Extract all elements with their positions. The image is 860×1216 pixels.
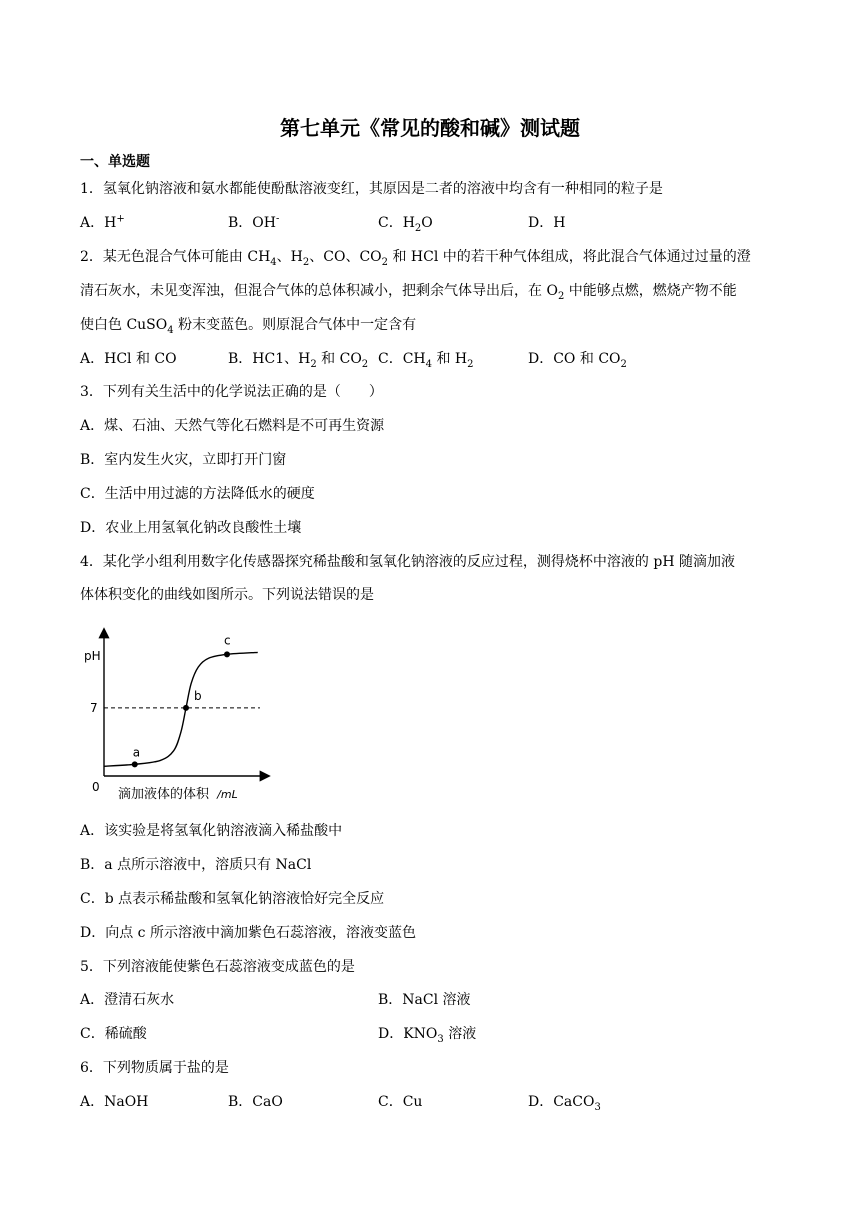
point-a xyxy=(132,761,138,767)
q6-option-c: C．Cu xyxy=(378,1094,423,1110)
q4-option-d: D．向点 c 所示溶液中滴加紫色石蕊溶液，溶液变蓝色 xyxy=(80,925,416,941)
q1-option-c: C．$H_2O$ xyxy=(378,215,433,234)
q1-stem: 1．氢氧化钠溶液和氨水都能使酚酞溶液变红，其原因是二者的溶液中均含有一种相同的粒子是 xyxy=(80,181,663,197)
q4-stem-line1: 4．某化学小组利用数字化传感器探究稀盐酸和氢氧化钠溶液的反应过程，测得烧杯中溶液的 pH 随滴加液 xyxy=(80,554,735,570)
q4-stem-line2: 体体积变化的曲线如图所示。下列说法错误的是 xyxy=(80,587,374,603)
point-b xyxy=(183,705,189,711)
ph-curve-chart xyxy=(78,620,278,810)
point-c xyxy=(224,651,230,657)
q3-option-d: D．农业上用氢氧化钠改良酸性土壤 xyxy=(80,520,302,536)
page-title: 第七单元《常见的酸和碱》测试题 xyxy=(280,116,580,140)
q5-stem: 5．下列溶液能使紫色石蕊溶液变成蓝色的是 xyxy=(80,959,355,975)
q1-option-d: D．H xyxy=(528,215,566,231)
x-axis-label: 滴加液体的体积 /mL xyxy=(118,787,238,802)
q2-option-b: B．HC1、$H_2$ 和 $CO_2$ xyxy=(228,351,369,370)
q2-stem-line3: 使白色 CuSO$_4$ 粉末变蓝色。则原混合气体中一定含有 xyxy=(80,317,417,336)
curve-points xyxy=(132,633,231,767)
y-axis-label: pH xyxy=(84,649,101,663)
q6-stem: 6．下列物质属于盐的是 xyxy=(80,1060,229,1076)
section-heading: 一、单选题 xyxy=(80,154,150,170)
q5-option-a: A．澄清石灰水 xyxy=(80,992,175,1008)
q2-option-a: A．HCl 和 CO xyxy=(80,351,177,367)
q6-option-b: B．CaO xyxy=(228,1094,283,1110)
q3-option-a: A．煤、石油、天然气等化石燃料是不可再生资源 xyxy=(80,418,385,434)
origin-label: 0 xyxy=(92,780,100,794)
point-label-c: c xyxy=(224,633,231,648)
q4-option-c: C．b 点表示稀盐酸和氢氧化钠溶液恰好完全反应 xyxy=(80,891,385,907)
q1-option-b: B．OH- xyxy=(228,213,280,231)
point-label-a: a xyxy=(132,745,141,760)
q5-option-d: D．$KNO_3$ 溶液 xyxy=(378,1026,477,1045)
q3-stem: 3．下列有关生活中的化学说法正确的是（ ） xyxy=(80,384,383,400)
q4-option-a: A．该实验是将氢氧化钠溶液滴入稀盐酸中 xyxy=(80,823,343,839)
ph7-tick-label: 7 xyxy=(90,700,98,715)
q4-option-b: B．a 点所示溶液中，溶质只有 NaCl xyxy=(80,857,312,873)
q2-option-c: C．$CH_4$ 和 $H_2$ xyxy=(378,351,474,370)
q3-option-c: C．生活中用过滤的方法降低水的硬度 xyxy=(80,486,315,502)
q1-option-a: A．H+ xyxy=(80,213,125,231)
q6-option-d: D．CaCO$_3$ xyxy=(528,1094,601,1113)
q6-option-a: A．NaOH xyxy=(80,1094,149,1110)
q5-option-b: B．NaCl 溶液 xyxy=(378,992,471,1008)
q5-option-c: C．稀硫酸 xyxy=(80,1026,147,1042)
q2-option-d: D．CO 和 $CO_2$ xyxy=(528,351,627,370)
q2-stem-line1: 2．某无色混合气体可能由 $CH_4$、$H_2$、CO、$CO_2$ 和 HCl 中的若干种气体组成，将此混合气体通过过量的澄 xyxy=(80,249,751,268)
point-label-b: b xyxy=(194,688,202,703)
ph-curve xyxy=(104,652,258,766)
q2-stem-line2: 清石灰水，未见变浑浊，但混合气体的总体积减小，把剩余气体导出后，在 $O_2$ 中能够点燃，燃烧产物不能 xyxy=(80,283,737,302)
q3-option-b: B．室内发生火灾，立即打开门窗 xyxy=(80,452,287,468)
